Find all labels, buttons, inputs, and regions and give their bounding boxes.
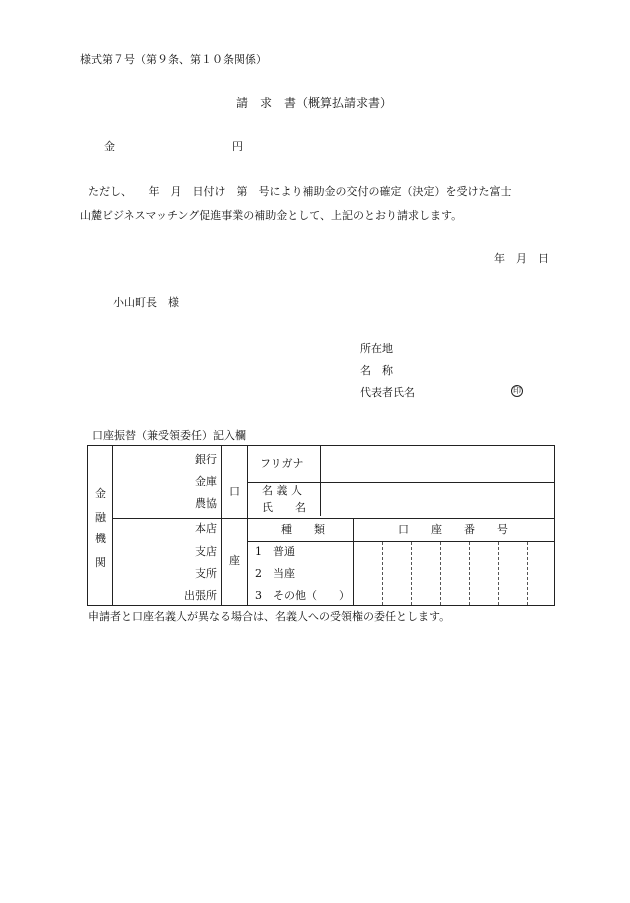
representative-label: 代表者氏名 [360, 386, 415, 399]
branch-type-office: 出張所 [184, 589, 217, 602]
body-line-1: ただし、 年 月 日付け 第 号により補助金の交付の確定（決定）を受けた富士 [88, 185, 512, 198]
account-type-current: 2 当座 [255, 567, 295, 580]
furigana-label: フリガナ [260, 457, 304, 470]
branch-type-branch: 支店 [195, 545, 217, 558]
type-header: 種 類 [281, 523, 325, 536]
institution-label-char: 金 [95, 487, 106, 500]
digit-separator [498, 542, 499, 605]
digit-separator [382, 542, 383, 605]
account-type-other: 3 その他（ ） [255, 589, 350, 602]
account-label-top: 口 [229, 485, 240, 498]
digit-separator [469, 542, 470, 605]
footnote: 申請者と口座名義人が異なる場合は、名義人への受領権の委任とします。 [88, 610, 451, 623]
amount-prefix: 金 [104, 140, 115, 153]
divider [247, 446, 248, 605]
digit-separator [411, 542, 412, 605]
account-label-bottom: 座 [229, 554, 240, 567]
bank-table [87, 445, 555, 606]
holder-label-2: 氏 名 [262, 501, 306, 514]
institution-label-char: 関 [95, 556, 106, 569]
digit-separator [440, 542, 441, 605]
divider [320, 446, 321, 516]
divider [221, 446, 222, 605]
name-label: 名 称 [360, 364, 393, 377]
institution-type-bank: 銀行 [195, 453, 217, 466]
divider [247, 541, 554, 542]
date-line: 年 月 日 [494, 252, 549, 265]
addressee: 小山町長 様 [113, 296, 179, 309]
divider [247, 482, 554, 483]
holder-label-1: 名 義 人 [262, 484, 302, 497]
divider [353, 518, 354, 605]
divider [112, 446, 113, 605]
bank-section-heading: 口座振替（兼受領委任）記入欄 [92, 429, 246, 442]
institution-type-agri: 農協 [195, 497, 217, 510]
branch-type-subbranch: 支所 [195, 567, 217, 580]
number-header: 口 座 番 号 [398, 523, 508, 536]
divider [112, 518, 554, 519]
address-label: 所在地 [360, 342, 393, 355]
amount-unit: 円 [232, 140, 243, 153]
account-type-ordinary: 1 普通 [255, 545, 295, 558]
document-title: 請 求 書（概算払請求書） [236, 96, 393, 110]
institution-label-char: 融 [95, 511, 106, 524]
institution-label-char: 機 [95, 532, 106, 545]
seal-mark [511, 385, 523, 397]
body-line-2: 山麓ビジネスマッチング促進事業の補助金として、上記のとおり請求します。 [80, 209, 463, 222]
institution-type-credit: 金庫 [195, 475, 217, 488]
seal-text: 印 [513, 386, 521, 395]
branch-type-main: 本店 [195, 522, 217, 535]
digit-separator [527, 542, 528, 605]
form-number: 様式第７号（第９条、第１０条関係） [80, 53, 267, 66]
